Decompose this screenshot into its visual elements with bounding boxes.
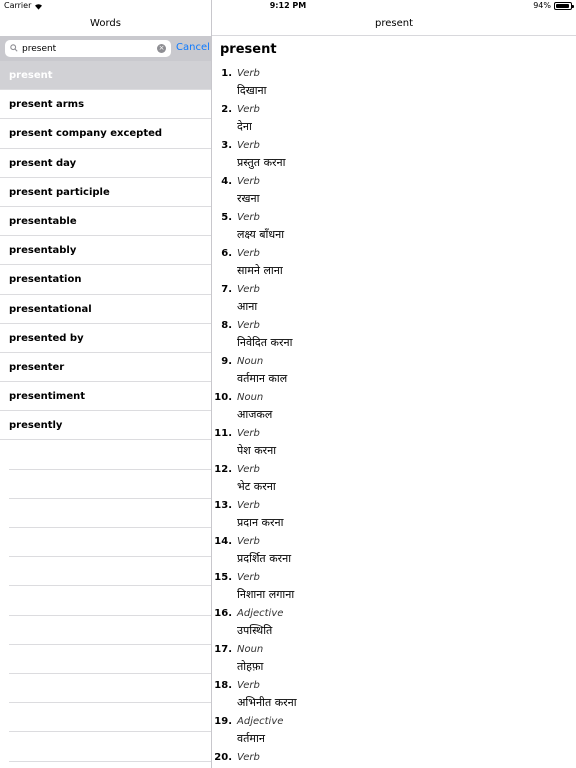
- sense-number: 4.: [221, 176, 232, 187]
- sense-item: [212, 211, 576, 247]
- translation: देना: [237, 120, 252, 133]
- empty-list-row: [9, 645, 211, 674]
- translation: प्रस्तुत करना: [237, 156, 286, 169]
- sense-number: 16.: [214, 608, 232, 619]
- cancel-button[interactable]: Cancel: [176, 42, 210, 53]
- sense-item: [212, 499, 576, 535]
- part-of-speech: Verb: [237, 104, 260, 115]
- part-of-speech: Verb: [237, 752, 260, 763]
- translation: तोहफ़ा: [237, 660, 264, 673]
- word-list-item[interactable]: presentable: [0, 207, 211, 236]
- entry-content[interactable]: [212, 37, 576, 768]
- sense-item: [212, 355, 576, 391]
- status-bar: [0, 0, 576, 12]
- part-of-speech: Verb: [237, 428, 260, 439]
- sense-number: 5.: [221, 212, 232, 223]
- part-of-speech: Verb: [237, 536, 260, 547]
- translation: वर्तमान: [237, 732, 265, 745]
- sense-number: 13.: [214, 500, 232, 511]
- part-of-speech: Verb: [237, 500, 260, 511]
- sense-number: 18.: [214, 680, 232, 691]
- empty-list-row: [9, 528, 211, 557]
- sense-item: [212, 535, 576, 571]
- part-of-speech: Adjective: [237, 716, 284, 727]
- battery-tip: [572, 5, 574, 8]
- headword: present: [220, 42, 277, 57]
- sense-item: [212, 247, 576, 283]
- entry-nav-title: present: [212, 12, 576, 36]
- sense-item: [212, 139, 576, 175]
- search-bar: [0, 36, 211, 61]
- empty-list-row: [9, 586, 211, 615]
- word-list-item[interactable]: presenter: [0, 353, 211, 382]
- translation: आजकल: [237, 408, 273, 421]
- battery-indicator: [533, 0, 572, 12]
- sense-number: 10.: [214, 392, 232, 403]
- search-field[interactable]: [5, 40, 171, 57]
- translation: निवेदित करना: [237, 336, 293, 349]
- translation: भेट करना: [237, 480, 276, 493]
- word-list-item[interactable]: presented by: [0, 324, 211, 353]
- translation: प्रदान करना: [237, 516, 284, 529]
- sense-number: 7.: [221, 284, 232, 295]
- translation: उपस्थिति: [237, 624, 273, 637]
- part-of-speech: Noun: [237, 356, 264, 367]
- sense-number: 8.: [221, 320, 232, 331]
- word-list-item[interactable]: presentably: [0, 236, 211, 265]
- part-of-speech: Noun: [237, 644, 264, 655]
- sense-item: [212, 103, 576, 139]
- translation: दिखाना: [237, 84, 267, 97]
- part-of-speech: Verb: [237, 680, 260, 691]
- empty-list-row: [9, 732, 211, 761]
- translation: निशाना लगाना: [237, 588, 295, 601]
- empty-list-row: [9, 440, 211, 469]
- sense-item: [212, 715, 576, 751]
- sense-number: 20.: [214, 752, 232, 763]
- part-of-speech: Verb: [237, 140, 260, 151]
- translation: लक्ष्य बाँधना: [237, 228, 285, 241]
- sense-item: [212, 283, 576, 319]
- sense-number: 11.: [214, 428, 232, 439]
- battery-fill: [556, 4, 569, 8]
- sense-item: [212, 319, 576, 355]
- translation: रखना: [237, 192, 260, 205]
- sense-item: [212, 607, 576, 643]
- sense-item: [212, 571, 576, 607]
- translation: प्रदर्शित करना: [237, 552, 292, 565]
- part-of-speech: Verb: [237, 320, 260, 331]
- sense-number: 6.: [221, 248, 232, 259]
- word-list-item[interactable]: present company excepted: [0, 119, 211, 148]
- word-list-item[interactable]: present: [0, 61, 211, 90]
- sense-item: [212, 751, 576, 768]
- sense-number: 14.: [214, 536, 232, 547]
- word-list-item[interactable]: presently: [0, 411, 211, 440]
- clear-search-icon[interactable]: ×: [158, 44, 165, 52]
- battery-icon: [554, 2, 572, 10]
- translation: पेश करना: [237, 444, 277, 457]
- part-of-speech: Verb: [237, 212, 260, 223]
- sense-item: [212, 463, 576, 499]
- sense-list: [212, 67, 576, 768]
- sense-number: 3.: [221, 140, 232, 151]
- word-list-item[interactable]: presentational: [0, 295, 211, 324]
- search-input[interactable]: [22, 41, 154, 56]
- search-icon: [10, 44, 18, 52]
- part-of-speech: Verb: [237, 68, 260, 79]
- translation: वर्तमान काल: [237, 372, 288, 385]
- empty-list-row: [9, 470, 211, 499]
- clock: 9:12 PM: [269, 1, 307, 10]
- word-list-item[interactable]: present day: [0, 149, 211, 178]
- sense-item: [212, 67, 576, 103]
- sense-number: 12.: [214, 464, 232, 475]
- sense-number: 19.: [214, 716, 232, 727]
- empty-list-row: [9, 616, 211, 645]
- sense-number: 15.: [214, 572, 232, 583]
- empty-list-row: [9, 557, 211, 586]
- empty-list-row: [9, 499, 211, 528]
- word-list-pane: [0, 0, 211, 768]
- sense-item: [212, 175, 576, 211]
- part-of-speech: Verb: [237, 176, 260, 187]
- word-list-item[interactable]: present arms: [0, 90, 211, 119]
- sense-item: [212, 427, 576, 463]
- part-of-speech: Adjective: [237, 608, 284, 619]
- word-list-item[interactable]: present participle: [0, 178, 211, 207]
- sense-number: 2.: [221, 104, 232, 115]
- part-of-speech: Verb: [237, 248, 260, 259]
- sense-number: 9.: [221, 356, 232, 367]
- sense-item: [212, 679, 576, 715]
- carrier-label: Carrier: [4, 1, 32, 10]
- part-of-speech: Noun: [237, 392, 264, 403]
- battery-percent: 94%: [533, 1, 551, 10]
- part-of-speech: Verb: [237, 464, 260, 475]
- translation: सामने लाना: [237, 264, 283, 277]
- sense-number: 1.: [221, 68, 232, 79]
- empty-list-row: [9, 674, 211, 703]
- part-of-speech: Verb: [237, 284, 260, 295]
- sense-item: [212, 643, 576, 679]
- sense-item: [212, 391, 576, 427]
- translation: आना: [237, 300, 258, 313]
- sense-number: 17.: [214, 644, 232, 655]
- word-list: [0, 61, 211, 762]
- words-nav-title: Words: [90, 18, 121, 29]
- word-list-item[interactable]: presentation: [0, 265, 211, 294]
- part-of-speech: Verb: [237, 572, 260, 583]
- word-list-item[interactable]: presentiment: [0, 382, 211, 411]
- empty-list-row: [9, 703, 211, 732]
- translation: अभिनीत करना: [237, 696, 297, 709]
